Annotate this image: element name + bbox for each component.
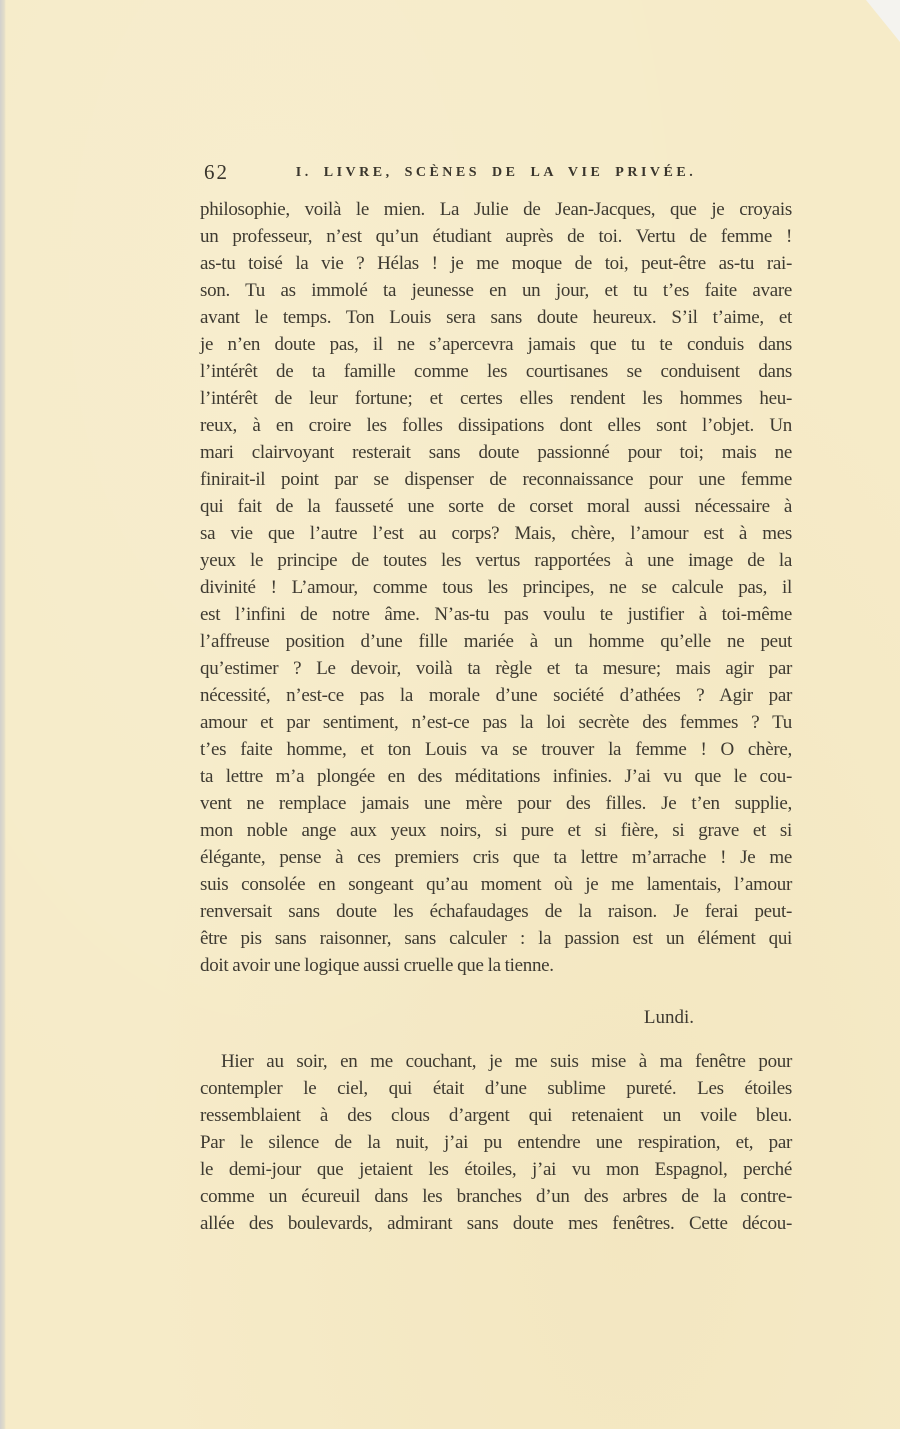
text-line: qu’estimer ? Le devoir, voilà ta règle et ta mesure; mais agir par bbox=[200, 658, 792, 679]
running-header bbox=[200, 160, 792, 186]
text-line: Hier au soir, en me couchant, je me suis mise à ma fenêtre pour bbox=[221, 1051, 792, 1072]
text-line: contempler le ciel, qui était d’une sublime pureté. Les étoiles bbox=[200, 1078, 792, 1099]
text-line: le demi-jour que jetaient les étoiles, j’ai vu mon Espagnol, perché bbox=[200, 1159, 792, 1180]
text-line: t’es faite homme, et ton Louis va se trouver la femme ! O chère, bbox=[200, 739, 792, 760]
text-line: qui fait de la fausseté une sorte de corset moral aussi nécessaire à bbox=[200, 496, 792, 517]
text-line: nécessité, n’est-ce pas la morale d’une société d’athées ? Agir par bbox=[200, 685, 792, 706]
text-line: ta lettre m’a plongée en des méditations infinies. J’ai vu que le cou- bbox=[200, 766, 792, 787]
text-line: as-tu toisé la vie ? Hélas ! je me moque de toi, peut-être as-tu rai- bbox=[200, 253, 792, 274]
text-line: philosophie, voilà le mien. La Julie de Jean-Jacques, que je croyais bbox=[200, 199, 792, 220]
text-line: allée des boulevards, admirant sans doute mes fenêtres. Cette décou- bbox=[200, 1213, 792, 1234]
text-line: ressemblaient à des clous d’argent qui retenaient un voile bleu. bbox=[200, 1105, 792, 1126]
text-line: l’intérêt de leur fortune; et certes elles rendent les hommes heu- bbox=[200, 388, 792, 409]
text-line: est l’infini de notre âme. N’as-tu pas voulu te justifier à toi-même bbox=[200, 604, 792, 625]
text-line: renversait sans doute les échafaudages de la raison. Je ferai peut- bbox=[200, 901, 792, 922]
text-line: l’intérêt de ta famille comme les courtisanes se conduisent dans bbox=[200, 361, 792, 382]
page-corner-cut bbox=[866, 0, 900, 42]
text-line: être pis sans raisonner, sans calculer : la passion est un élément qui bbox=[200, 928, 792, 949]
letter-paragraph-1 bbox=[200, 196, 792, 979]
text-line: mari clairvoyant resterait sans doute passionné pour toi; mais ne bbox=[200, 442, 792, 463]
text-line: mon noble ange aux yeux noirs, si pure et si fière, si grave et si bbox=[200, 820, 792, 841]
text-line: reux, à en croire les folles dissipations dont elles sont l’objet. Un bbox=[200, 415, 792, 436]
running-title: I. LIVRE, SCÈNES DE LA VIE PRIVÉE. bbox=[295, 165, 697, 180]
text-line: doit avoir une logique aussi cruelle que la tienne. bbox=[200, 955, 554, 976]
letter-date-line bbox=[200, 1004, 792, 1031]
scan-edge bbox=[0, 0, 6, 1429]
date-text: Lundi. bbox=[643, 1007, 694, 1028]
text-line: yeux le principe de toutes les vertus rapportées à une image de la bbox=[200, 550, 792, 571]
text-line: vent ne remplace jamais une mère pour des filles. Je t’en supplie, bbox=[200, 793, 792, 814]
text-line: comme un écureuil dans les branches d’un des arbres de la contre- bbox=[200, 1186, 792, 1207]
page-number: 62 bbox=[204, 160, 229, 184]
text-line: un professeur, n’est qu’un étudiant auprès de toi. Vertu de femme ! bbox=[200, 226, 792, 247]
text-line: amour et par sentiment, n’est-ce pas la loi secrète des femmes ? Tu bbox=[200, 712, 792, 733]
text-line: son. Tu as immolé ta jeunesse en un jour, et tu t’es faite avare bbox=[200, 280, 792, 301]
text-line: sa vie que l’autre l’est au corps? Mais, chère, l’amour est à mes bbox=[200, 523, 792, 544]
text-line: élégante, pense à ces premiers cris que ta lettre m’arrache ! Je me bbox=[200, 847, 792, 868]
text-line: divinité ! L’amour, comme tous les principes, ne se calcule pas, il bbox=[200, 577, 792, 598]
text-line: avant le temps. Ton Louis sera sans doute heureux. S’il t’aime, et bbox=[200, 307, 792, 328]
letter-paragraph-2 bbox=[200, 1048, 792, 1237]
text-line: finirait-il point par se dispenser de reconnaissance pour une femme bbox=[200, 469, 792, 490]
text-line: Par le silence de la nuit, j’ai pu entendre une respiration, et, par bbox=[200, 1132, 792, 1153]
text-line: l’affreuse position d’une fille mariée à un homme qu’elle ne peut bbox=[200, 631, 792, 652]
text-line: je n’en doute pas, il ne s’apercevra jamais que tu te conduis dans bbox=[200, 334, 792, 355]
text-line: suis consolée en songeant qu’au moment où je me lamentais, l’amour bbox=[200, 874, 792, 895]
